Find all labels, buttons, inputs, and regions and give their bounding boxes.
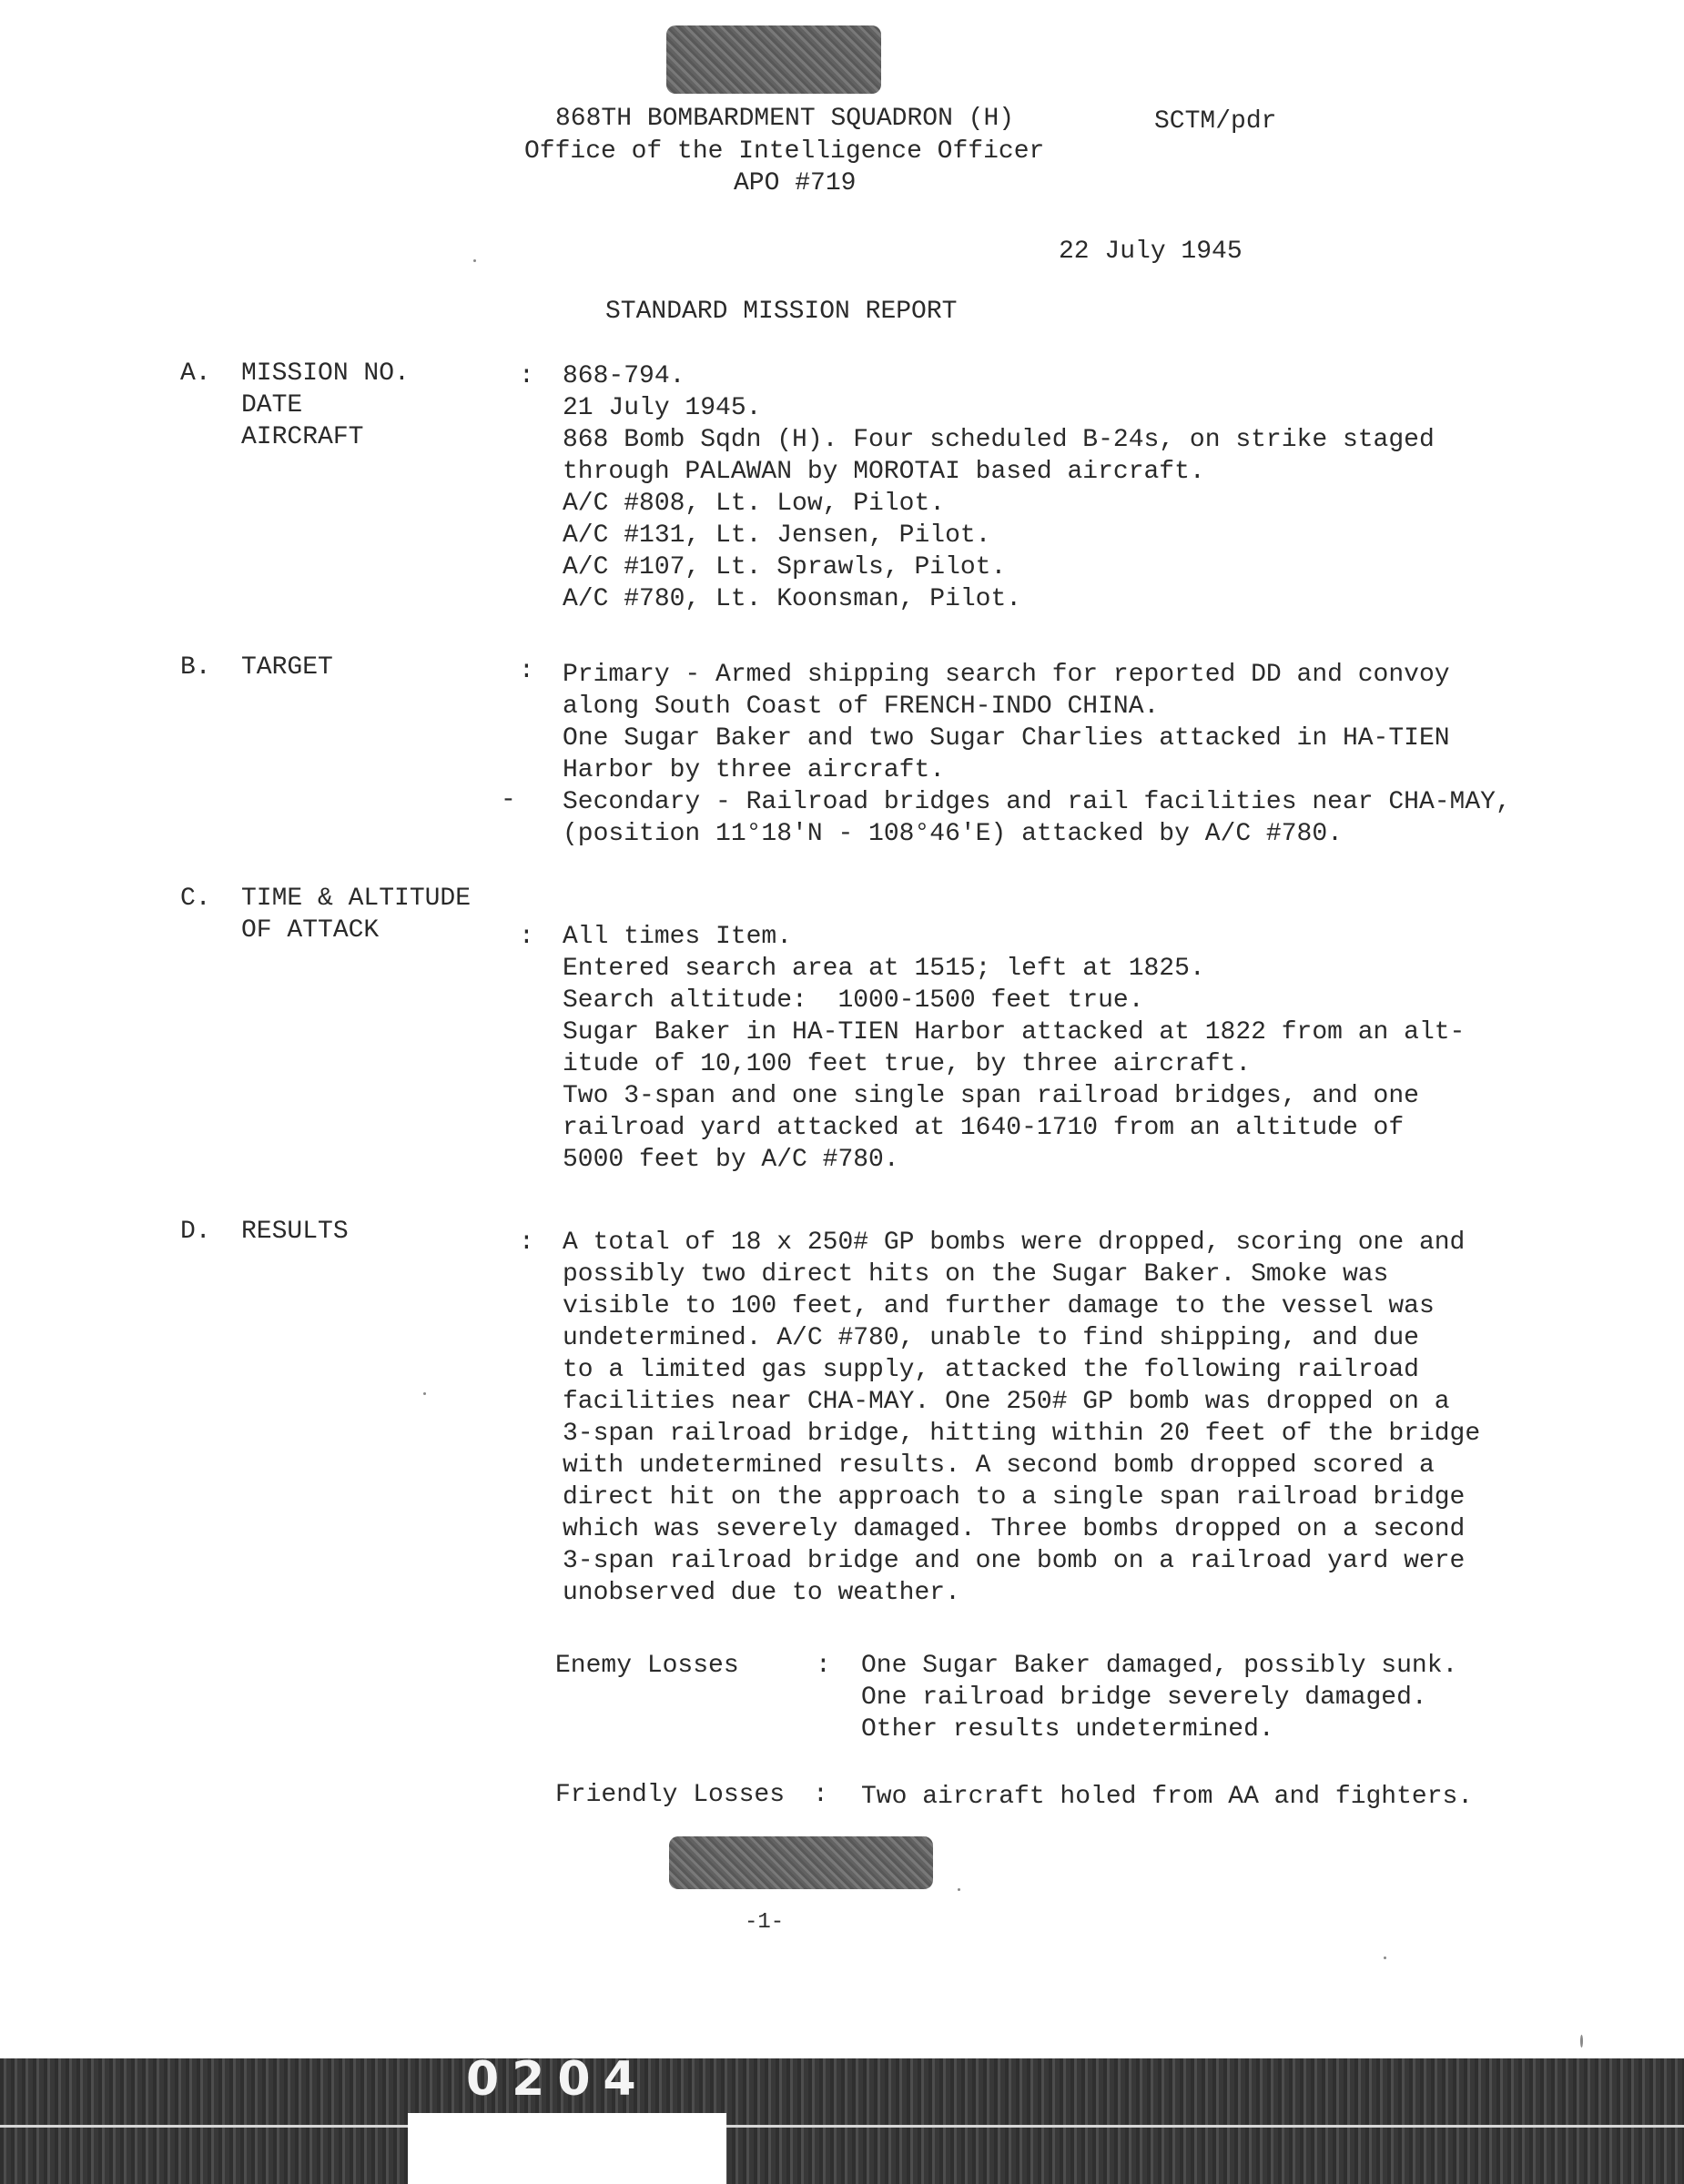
section-a-body [563, 360, 1435, 615]
section-a-letter: A. [180, 359, 211, 388]
microfilm-band [0, 2052, 1684, 2184]
paper-speck [958, 1888, 960, 1891]
section-c-body [563, 921, 1465, 1176]
section-c-letter: C. [180, 885, 211, 913]
section-b-line: Harbor by three aircraft. [563, 756, 946, 784]
section-a-colon: : [519, 362, 534, 390]
bottom-redaction [669, 1836, 933, 1889]
section-a-line: 21 July 1945. [563, 394, 762, 422]
section-d-line: to a limited gas supply, attacked the following railroad [563, 1356, 1419, 1384]
frame-number: 0204 [466, 2052, 649, 2107]
section-d-line: facilities near CHA-MAY. One 250# GP bomb was dropped on a [563, 1388, 1450, 1416]
section-d-body [563, 1227, 1480, 1609]
paper-speck [423, 1392, 426, 1395]
report-date: 22 July 1945 [1059, 238, 1243, 266]
section-d-letter: D. [180, 1218, 211, 1246]
section-d-colon: : [519, 1228, 534, 1257]
section-d-line: unobserved due to weather. [563, 1579, 960, 1607]
section-a-line: A/C #131, Lt. Jensen, Pilot. [563, 521, 991, 550]
section-b-colon: : [519, 657, 534, 685]
squadron-heading: 868TH BOMBARDMENT SQUADRON (H) [555, 105, 1015, 133]
paper-speck [1384, 1956, 1386, 1959]
label-date: DATE [241, 391, 303, 420]
section-a-line: A/C #808, Lt. Low, Pilot. [563, 490, 946, 518]
section-d-line: direct hit on the approach to a single span railroad bridge [563, 1483, 1466, 1512]
ref-code: SCTM/pdr [1154, 107, 1277, 136]
section-c-line: Entered search area at 1515; left at 1825. [563, 955, 1205, 983]
section-d-line: 3-span railroad bridge, hitting within 20 feet of the bridge [563, 1420, 1481, 1448]
apo-heading: APO #719 [734, 169, 857, 197]
section-b-line: Primary - Armed shipping search for reported DD and convoy [563, 661, 1450, 689]
enemy-losses-colon: : [816, 1652, 831, 1680]
enemy-loss-item: One railroad bridge severely damaged. [861, 1684, 1427, 1712]
section-a-line: 868 Bomb Sqdn (H). Four scheduled B-24s, on strike staged [563, 426, 1435, 454]
section-d-line: with undetermined results. A second bomb dropped scored a [563, 1451, 1435, 1480]
section-b-body [563, 659, 1511, 850]
section-d-line: 3-span railroad bridge and one bomb on a railroad yard were [563, 1547, 1466, 1575]
enemy-loss-item: One Sugar Baker damaged, possibly sunk. [861, 1652, 1458, 1680]
section-d-line: visible to 100 feet, and further damage to the vessel was [563, 1292, 1435, 1320]
paper-speck [1580, 2035, 1583, 2048]
section-c-colon: : [519, 923, 534, 951]
section-b-line: Secondary - Railroad bridges and rail facilities near CHA-MAY, [563, 788, 1511, 816]
section-c-line: itude of 10,100 feet true, by three aircraft. [563, 1050, 1252, 1078]
enemy-losses-list [861, 1650, 1457, 1745]
office-heading: Office of the Intelligence Officer [524, 137, 1045, 166]
section-d-line: which was severely damaged. Three bombs dropped on a second [563, 1515, 1466, 1543]
section-b-letter: B. [180, 653, 211, 682]
section-a-line: A/C #780, Lt. Koonsman, Pilot. [563, 585, 1022, 613]
enemy-loss-item: Other results undetermined. [861, 1715, 1274, 1744]
section-d-line: possibly two direct hits on the Sugar Baker. Smoke was [563, 1260, 1389, 1289]
section-c-line: Two 3-span and one single span railroad bridges, and one [563, 1082, 1419, 1110]
section-c-line: 5000 feet by A/C #780. [563, 1146, 899, 1174]
enemy-losses-label: Enemy Losses [555, 1652, 739, 1680]
section-b-margin-dash: - [501, 786, 516, 814]
label-time-altitude: TIME & ALTITUDE [241, 885, 472, 913]
microfilm-white-box [408, 2113, 726, 2184]
section-a-line: 868-794. [563, 362, 685, 390]
paper-speck [473, 259, 476, 262]
section-c-line: Search altitude: 1000-1500 feet true. [563, 986, 1144, 1015]
section-b-line: One Sugar Baker and two Sugar Charlies attacked in HA-TIEN [563, 724, 1450, 753]
section-b-line: (position 11°18'N - 108°46'E) attacked by A/C #780. [563, 820, 1343, 848]
top-redaction [666, 25, 881, 94]
section-c-line: All times Item. [563, 923, 793, 951]
section-a-labels [241, 358, 410, 453]
label-results: RESULTS [241, 1218, 349, 1246]
section-c-line: railroad yard attacked at 1640-1710 from an altitude of [563, 1114, 1405, 1142]
section-c-line: Sugar Baker in HA-TIEN Harbor attacked at 1822 from an alt- [563, 1018, 1466, 1046]
section-c-labels [241, 883, 471, 946]
page-number: -1- [745, 1910, 785, 1935]
friendly-losses-colon: : [813, 1781, 828, 1809]
label-of-attack: OF ATTACK [241, 916, 380, 945]
section-a-line: A/C #107, Lt. Sprawls, Pilot. [563, 553, 1007, 581]
section-b-line: along South Coast of FRENCH-INDO CHINA. [563, 693, 1160, 721]
report-title: STANDARD MISSION REPORT [605, 298, 958, 326]
section-d-line: undetermined. A/C #780, unable to find shipping, and due [563, 1324, 1419, 1352]
microfilm-band-line [0, 2125, 1684, 2128]
section-d-line: A total of 18 x 250# GP bombs were dropped, scoring one and [563, 1228, 1466, 1257]
label-target: TARGET [241, 653, 333, 682]
label-mission-no: MISSION NO. [241, 359, 410, 388]
friendly-losses-label: Friendly Losses [555, 1781, 786, 1809]
section-a-line: through PALAWAN by MOROTAI based aircraft. [563, 458, 1205, 486]
label-aircraft: AIRCRAFT [241, 423, 364, 451]
friendly-losses-text: Two aircraft holed from AA and fighters. [861, 1783, 1474, 1811]
